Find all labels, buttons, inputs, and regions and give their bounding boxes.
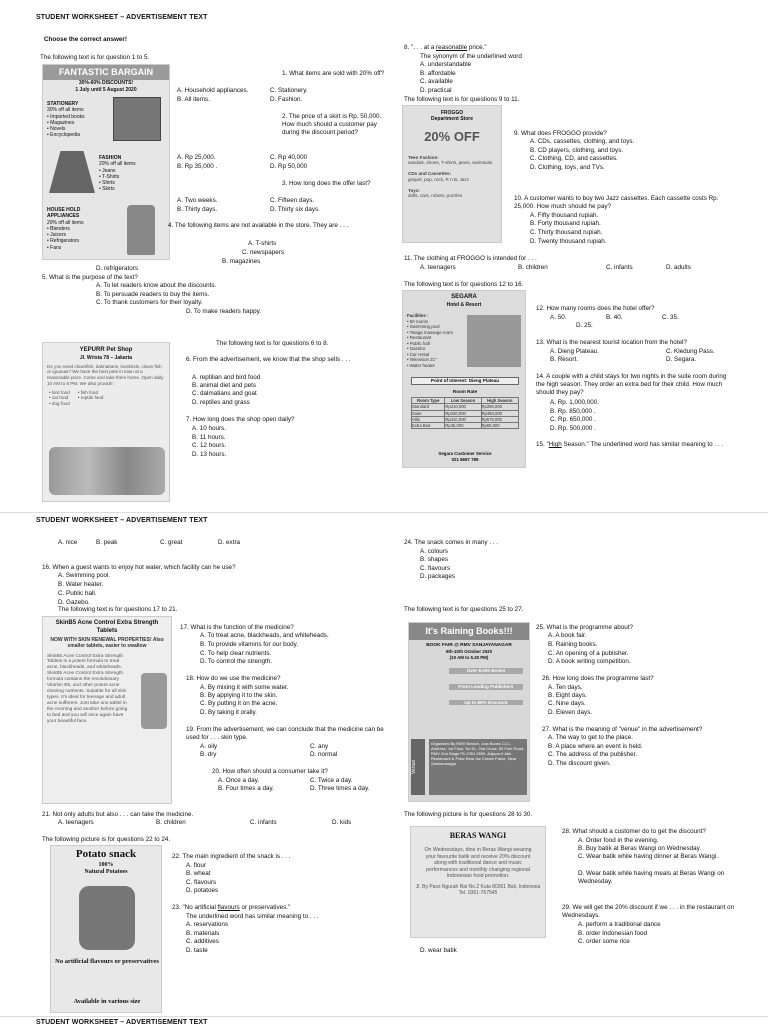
q2-option-b[interactable]: B. Rp 35,000 . [177,163,218,170]
q25-option-b[interactable]: B. Raining books. [548,641,598,648]
hotel-image [467,315,521,367]
q21-option-b[interactable]: B. children [156,819,186,826]
ad4-sub: Hotel & Resort [446,301,482,308]
ad1-st-item: • Novels [47,126,66,132]
q2-option-c[interactable]: C. Rp 40,000 [270,154,308,161]
ad-beras-wangi [410,826,546,938]
question-16: 16. When a guest wants to enjoy hot water, which facility can he use? [42,564,236,571]
ad4-facilities: Facilities : [407,313,429,318]
ad1-fashion: FASHION [99,155,122,161]
intro-25-27: The following text is for questions 25 to 27. [404,606,524,613]
q8-sub: The synonym of the underlined word [420,53,522,60]
q22-option-c[interactable]: C. flavours [186,879,217,886]
q7-option-d[interactable]: D. 13 hours. [192,451,227,458]
q11-option-a[interactable]: A. teenagers [420,264,456,271]
q1-option-a[interactable]: A. Household appliances. [177,87,249,94]
question-18: 18. How do we use the medicine? [186,675,281,682]
q9-option-a[interactable]: A. CDs, cassettes, clothing, and toys. [530,138,635,145]
question-9: 9. What does FROGGO provide? [514,130,607,137]
ad8-tel: Tel. 0361-767545 [458,889,498,896]
q22-option-b[interactable]: B. wheat [186,870,211,877]
ad6-pct: 100% [98,861,114,868]
ad3-t2b: gospel, pop, rock, R n B, Jazz [408,176,470,182]
ad5-title: SkinB5 Acne Control Extra Strength Tablets [55,620,159,634]
ad7-venue: Venue [411,739,425,795]
q5-option-c[interactable]: C. To thank customers for their loyalty. [96,299,203,306]
ad7-b3: Up to 80% Discount [449,700,523,706]
ad3-t3b: dolls, cars, robots, puzzles [408,193,463,199]
q26-option-d[interactable]: D. Eleven days. [548,709,593,716]
q15-option-a[interactable]: A. nice [58,539,78,546]
ad4-fac: • Telaga massage room [407,329,453,335]
ad6-nat: Natural Potatoes [84,869,128,876]
q12-option-d[interactable]: D. 25. [576,322,593,329]
ad6-title: Potato snack [75,848,137,860]
q3-option-b[interactable]: B. Thirty days. [177,206,218,213]
ad7-b2: From Leading Publishers [449,684,523,690]
ad1-h-item: • Juicers [47,232,66,238]
ad2-item: • reptile food [77,395,104,401]
question-25: 25. What is the programme about? [536,624,633,631]
q8-option-d[interactable]: D. practical [420,87,452,94]
books-image [113,97,161,141]
q21-option-c[interactable]: C. infants [250,819,277,826]
ad1-st-item: • Magazines [47,119,75,126]
ad4-fac: • 50 rooms [407,318,429,324]
ad7-title: It's Raining Books!!! [409,623,529,640]
ad-segara-hotel [402,290,526,468]
q7-option-c[interactable]: C. 12 hours. [192,442,227,449]
q13-option-b[interactable]: B. Resort. [550,356,578,363]
question-15: 15. "High Season." The underlined word has similar meaning to . . . [536,441,724,448]
q21-option-a[interactable]: A. teenagers [58,819,94,826]
ad4-rate: Room Rate [452,389,478,394]
question-23: 23. "No artificial flavours or preservatives." [172,904,291,911]
ad-fantastic-bargain [42,64,170,260]
q20-option-b[interactable]: B. Four times a day. [218,785,274,792]
question-5: 5. What is the purpose of the text? [42,274,138,281]
intro-9-11: The following text is for questions 9 to 11. [404,96,520,103]
ad-potato-snack [50,845,162,1013]
ad7-v: Organized By RMV Branch, Just Books CLC, Address: 1st Floor, No 61, 2nd Cross, 80 Feet Road, RMV 2nd Stage Ph 2351 5999, Adjacent Jain Restaurant & Polar Bear Ice Cream Parlor, Near Sankaranagar [429,739,527,795]
snack-bag-image [79,886,135,950]
ad1-fashion-off: 20% off all items [99,161,136,168]
q5-option-d[interactable]: D. To make readers happy. [186,308,262,315]
ad7-b1: Over 5,000 Books [449,668,523,674]
q25-option-d[interactable]: D. A book writing competition. [548,658,631,665]
ad7-time: (10 AM to 5.30 PM) [449,654,489,660]
question-11: 11. The clothing at FROGGO is intended for . . . [404,255,537,262]
q25-option-c[interactable]: C. An opening of a publisher. [548,650,629,657]
ad1-f-item: • Skirts [99,186,115,193]
ad4-fac: • Restaurant [407,335,432,340]
q29-option-b[interactable]: B. order Indonesian food [578,930,647,937]
q27-option-c[interactable]: C. The address of the publisher. [548,751,638,758]
q4-option-b[interactable]: B. magazines [222,258,261,265]
ad1-f-item: • Shirts [99,180,115,186]
question-17: 17. What is the function of the medicine? [180,624,294,631]
q26-option-c[interactable]: C. Nine days. [548,700,586,707]
q10-option-d[interactable]: D. Twenty thousand rupiah. [530,238,607,245]
ad1-stationery: STATIONERY [47,101,79,107]
q24-option-a[interactable]: A. colours [420,548,448,555]
q3-option-a[interactable]: A. Two weeks. [177,197,218,204]
intro-12-16: The following text is for questions 12 to 16. [404,281,524,288]
q19-option-b[interactable]: B. dry [200,751,217,758]
ad1-date: 1 July until 5 August 2020 [75,86,137,93]
q26-option-b[interactable]: B. Eight days. [548,692,587,699]
q8-option-b[interactable]: B. affordable [420,70,456,77]
ad2-body: Do you need clownfish, dalmatians, lovebirds, clown fish or iguanas? We have the best pets in town at a reasonable price. Come and take them home. Open daily 10 AM to 8 PM. We also provide: [47,363,164,386]
q28-option-a[interactable]: A. Order food in the evening. [578,837,659,844]
q16-option-a[interactable]: A. Swimming pool. [58,572,111,579]
ad1-house-off: 20% off all items [47,219,84,226]
ad2-title: YEPURR Pet Shop [79,347,133,353]
q3-option-d[interactable]: D. Thirty six days. [270,206,320,213]
q29-option-c[interactable]: C. order some rice [578,938,630,945]
q14-option-b[interactable]: B. Rp. 850,000 . [550,408,596,415]
ad3-t1b: sandals, shoes, T-shirts, jeans, swimsuits [408,160,493,166]
q15-option-c[interactable]: C. great [160,539,183,546]
q17-option-d[interactable]: D. To control the strength. [200,658,272,665]
ad8-addr: Jl. By Pass Ngurah Rai No.2 Kuta 80361 Bali, Indonesia [415,883,541,890]
q23-option-c[interactable]: C. additives [186,938,219,945]
q27-option-a[interactable]: A. The way to get to the place. [548,734,633,741]
question-8: 8. ". . . at a reasonable price." [404,44,487,51]
q26-option-a[interactable]: A. Ten days. [548,684,583,691]
question-2: 2. The price of a skirt is Rp. 50,000. How much should a customer pay during the discount period? [282,113,382,136]
q23-sub: The underlined word has similar meaning to . . . [186,913,319,920]
question-24: 24. The snack comes in many . . . [404,539,499,546]
q20-option-d[interactable]: D. Three times a day. [310,785,370,792]
page-header-1: STUDENT WORKSHEET – ADVERTISEMENT TEXT [36,14,208,21]
question-13: 13. What is the nearest tourist location from the hotel? [536,339,687,346]
ad1-house: HOUSE HOLD APPLIANCES [47,207,81,220]
q14-option-d[interactable]: D. Rp. 500,000 . [550,425,596,432]
q24-option-d[interactable]: D. packages [420,573,456,580]
q16-option-d[interactable]: D. Gazebo. [58,599,90,606]
ad1-h-item: • Refrigerators [47,238,80,245]
q19-option-d[interactable]: D. normal [310,751,338,758]
ad1-st-item: • Encyclopedia [47,132,80,139]
q5-option-a[interactable]: A. To let readers know about the discounts. [96,282,217,289]
ad7-fair: BOOK FAIR @ RMV SANJAYANAGAR [426,643,512,649]
q1-option-b[interactable]: B. All items. [177,96,210,103]
q9-option-d[interactable]: D. Clothing, toys, and TVs. [530,164,605,171]
q4-option-d[interactable]: D. refrigerators [96,265,138,272]
q12-option-b[interactable]: B. 40. [606,314,623,321]
q11-option-b[interactable]: B. children [518,264,548,271]
ad1-h-item: • Fans [47,244,62,251]
q29-option-d[interactable]: D. wear batik [420,947,457,954]
ad-pet-shop [42,342,170,502]
q28-option-b[interactable]: B. Buy batik at Beras Wangi on Wednesday. [578,845,702,852]
q5-option-b[interactable]: B. To persuade readers to buy the items. [96,291,210,298]
question-19: 19. From the advertisement, we can conclude that the medicine can be used for . . . skin type. [186,726,384,741]
ad6-no: No artificial flavours or preservatives [55,958,159,965]
q23-option-d[interactable]: D. taste [186,947,208,954]
ad2-item: • cat food [49,395,69,401]
intro-28-30: The following picture is for questions 28 to 30. [404,811,533,818]
q2-option-d[interactable]: D. Rp 50,000 [270,163,308,170]
q15-option-b[interactable]: B. peak [96,539,118,546]
intro-17-21: The following text is for questions 17 to 21. [58,606,178,613]
q20-option-a[interactable]: A. Once a day. [218,777,260,784]
intro-6-8: The following text is for questions 6 to 8. [216,340,329,347]
q7-option-b[interactable]: B. 11 hours. [192,434,226,441]
q10-option-b[interactable]: B. Forty thousand rupiah. [530,220,601,227]
ad4-fac: • Car rental [407,351,430,357]
ad1-f-item: • T-Shirts [99,173,120,180]
q11-option-c[interactable]: C. infants [606,264,633,271]
page-header-2: STUDENT WORKSHEET – ADVERTISEMENT TEXT [36,517,208,524]
q22-option-a[interactable]: A. flour [186,862,206,869]
q17-option-c[interactable]: C. To help clear nutrients. [200,650,272,657]
q15-option-d[interactable]: D. extra [218,539,241,546]
question-12: 12. How many rooms does the hotel offer? [536,305,655,312]
q13-option-d[interactable]: D. Segara. [666,356,697,363]
question-1: 1. What items are sold with 20% off? [282,70,385,77]
q27-option-d[interactable]: D. The discount given. [548,760,611,767]
ad4-fac: • Water heater [407,362,435,368]
q4-option-c[interactable]: C. newspapers [242,249,284,256]
intro-1-5: The following text is for question 1 to 5. [40,54,150,61]
ad2-item: • fish food [77,389,99,395]
ad8-title: BERAS WANGI [449,831,507,840]
ad1-f-item: • Jeans [99,167,116,174]
question-20: 20. How often should a consumer take it? [212,768,328,775]
ad5-body: SkinB5 Acne Control Extra Strength Tablets is a potent formula to treat acne, blackheads, and whiteheads. SkinB5 Acne Control Extra Strength formula contains the revolutionary Vitamin B5, and other potent acne clearing nutrients. Suitable for all skin types. It's ideal for teenage and adult acne sufferers. Just take one tablet in the morning and another before going to bed and you will once again have your beautiful face. [47,653,128,725]
ad3-t3: Toys: [408,187,420,193]
q9-option-c[interactable]: C. Clothing, CD, and cassettes. [530,155,618,162]
question-6: 6. From the advertisement, we know that the shop sells . . . [186,356,351,363]
question-10: 10. A customer wants to buy two Jazz cassettes. Each cassette costs Rp. 25,000. How much should he pay? [514,195,719,210]
question-22: 22. The main ingredient of the snack is . . . [172,853,291,860]
question-14: 14. A couple with a child stays for two nights in the suite room during the high season. They order an extra bed for their child. How much should they pay? [536,373,727,396]
q10-option-a[interactable]: A. Fifty thousand rupiah. [530,212,599,219]
q21-option-d[interactable]: D. kids [332,819,352,826]
q16-option-b[interactable]: B. Water heater. [58,581,104,588]
q6-option-b[interactable]: B. animal diet and pets [192,382,257,389]
q29-option-a[interactable]: A. perform a traditional dance [578,921,661,928]
instruction: Choose the correct answer! [44,36,127,43]
ad4-fac: • Swimming pool [407,324,440,329]
ad4-phone: 021 8697 789 [451,457,479,462]
q13-option-a[interactable]: A. Dieng Plateau. [550,348,600,355]
q12-option-a[interactable]: A. 50. [550,314,567,321]
question-4: 4. The following items are not available in the store. They are . . . [168,222,349,229]
table-row: Standard Rp210,000 Rp280,000 [412,404,519,410]
q27-option-b[interactable]: B. A place where an event is held. [548,743,643,750]
ad1-title: FANTASTIC BARGAIN [43,65,169,80]
ad3-store: Department Store [431,116,473,123]
ad1-st-item: • Imported books [47,113,85,120]
ad2-item: • bird food [49,389,70,395]
ad4-fac: • Television 21" [407,357,437,362]
q22-option-d[interactable]: D. potatoes [186,887,219,894]
q25-option-a[interactable]: A. A book fair. [548,632,587,639]
q8-option-c[interactable]: C. available [420,78,453,85]
question-29: 29. We will get the 20% discount if we . . . in the restaurant on Wednesdays. [562,904,735,919]
ad3-name: FROGGO [440,110,464,116]
q17-option-b[interactable]: B. To provide vitamins for our body. [200,641,299,648]
q24-option-b[interactable]: B. shapes [420,556,449,563]
q6-option-d[interactable]: D. reptiles and grass [192,399,250,406]
ad2-addr: Jl. Wrista 78 – Jakarta [79,354,133,361]
skirt-image [49,151,95,193]
q18-option-a[interactable]: A. By mixing it with some water. [200,684,289,691]
pill-bottle-image [141,673,167,729]
ad3-t1: Teen Fashion: [408,154,439,160]
q1-option-d[interactable]: D. Fashion. [270,96,303,103]
q28-option-d[interactable]: D. Wear batik while having meals at Beras Wangi on Wednesday. [578,870,725,885]
ad4-fac: • Public hall [407,340,430,346]
ad3-t2: CDs and Cassettes: [408,171,452,177]
q8-option-a[interactable]: A. understandable [420,61,472,68]
q2-option-a[interactable]: A. Rp 25,000. [177,154,216,161]
q19-option-c[interactable]: C. any [310,743,329,750]
ad5-red: NOW WITH SKIN RENEWAL PROPERTIES! Also smaller tablets, easier to swallow [50,637,164,650]
q4-option-a[interactable]: A. T-shirts [248,240,277,247]
ad6-avail: Available in various size [73,998,141,1005]
q19-option-a[interactable]: A. oily [200,743,218,750]
q17-option-a[interactable]: A. To treat acne, blackheads, and whiteheads. [200,632,329,639]
q14-option-a[interactable]: A. Rp. 1,000,000. [550,399,600,406]
q3-option-c[interactable]: C. Fifteen days. [270,197,315,204]
ad4-fac: • Gazebo [407,346,426,351]
table-row: Extra Bed Rp45,000 Rp65,000 [412,423,519,429]
q14-option-c[interactable]: C. Rp. 650,000 . [550,416,596,423]
q1-option-c[interactable]: C. Stationery. [270,87,308,94]
q10-option-c[interactable]: C. Thirty thousand rupiah. [530,229,603,236]
ad4-foot: Segara Customer Service [438,451,492,456]
q23-option-b[interactable]: B. materials [186,930,220,937]
ad4-poi: Point of Interest: Dieng Plateau [411,377,519,385]
ad4-title: SEGARA [451,294,477,300]
blender-image [127,205,155,255]
ad1-h-item: • Blenders [47,225,70,232]
ad-froggo [402,105,502,243]
table-row: Suite Rp330,000 Rp450,000 [412,410,519,416]
q16-option-c[interactable]: C. Public hall. [58,590,97,597]
ad-raining-books [408,622,530,802]
question-7: 7. How long does the shop open daily? [186,416,295,423]
q9-option-b[interactable]: B. CD players, clothing, and toys. [530,147,624,154]
q6-option-c[interactable]: C. dalmatians and goat [192,390,257,397]
table-row: Villa Rp410,000 Rp575,000 [412,416,519,422]
question-26: 26. How long does the programme last? [542,675,654,682]
q23-option-a[interactable]: A. reservations [186,921,228,928]
q7-option-a[interactable]: A. 10 hours. [192,425,226,432]
ad2-item: • dog food [49,401,70,407]
intro-22-24: The following picture is for questions 22 to 24. [42,836,171,843]
ad1-sub: 30%-60% DISCOUNTS! [78,80,134,87]
q18-option-b[interactable]: B. By applying it to the skin. [200,692,278,699]
question-21: 21. Not only adults but also . . . can take the medicine. [42,811,194,818]
question-3: 3. How long does the offer last? [282,180,371,187]
q20-option-c[interactable]: C. Twice a day. [310,777,353,784]
q6-option-a[interactable]: A. reptilian and bird food [192,374,261,381]
page-header-3: STUDENT WORKSHEET – ADVERTISEMENT TEXT [36,1019,208,1024]
ad1-stationery-off: 30% off all items [47,107,84,114]
q11-option-d[interactable]: D. adults [666,264,691,271]
question-28: 28. What should a customer do to get the discount? [562,828,706,835]
q28-option-c[interactable]: C. Wear batik while having dinner at Beras Wangi. [578,853,718,860]
question-27: 27. What is the meaning of "venue" in the advertisement? [542,726,703,733]
q13-option-c[interactable]: C. Kledung Pass. [666,348,715,355]
q18-option-c[interactable]: C. By putting it on the acne. [200,700,278,707]
ad-skinb5 [42,616,172,804]
room-rate-table: Room Type Low Season High Season Standard Rp210,000 Rp280,000 Suite Rp330,000 Rp450,000 Villa Rp410,000 Rp575,000 Extra Bed Rp45,000 Rp65,000 [411,397,519,429]
ad8-body: On Wednesdays, dine in Beras Wangi wearing your favourite batik and receive 20% discount along with traditional dance and music performances and monthly changing regional Indonesian food promotion. [424,847,532,879]
ad7-dates: 9th-10th October 2020 [445,649,493,655]
q18-option-d[interactable]: D. By taking it orally. [200,709,257,716]
q24-option-c[interactable]: C. flavours [420,565,451,572]
q12-option-c[interactable]: C. 35. [662,314,679,321]
ad3-off: 20% OFF [424,128,480,144]
pets-image [49,447,165,495]
